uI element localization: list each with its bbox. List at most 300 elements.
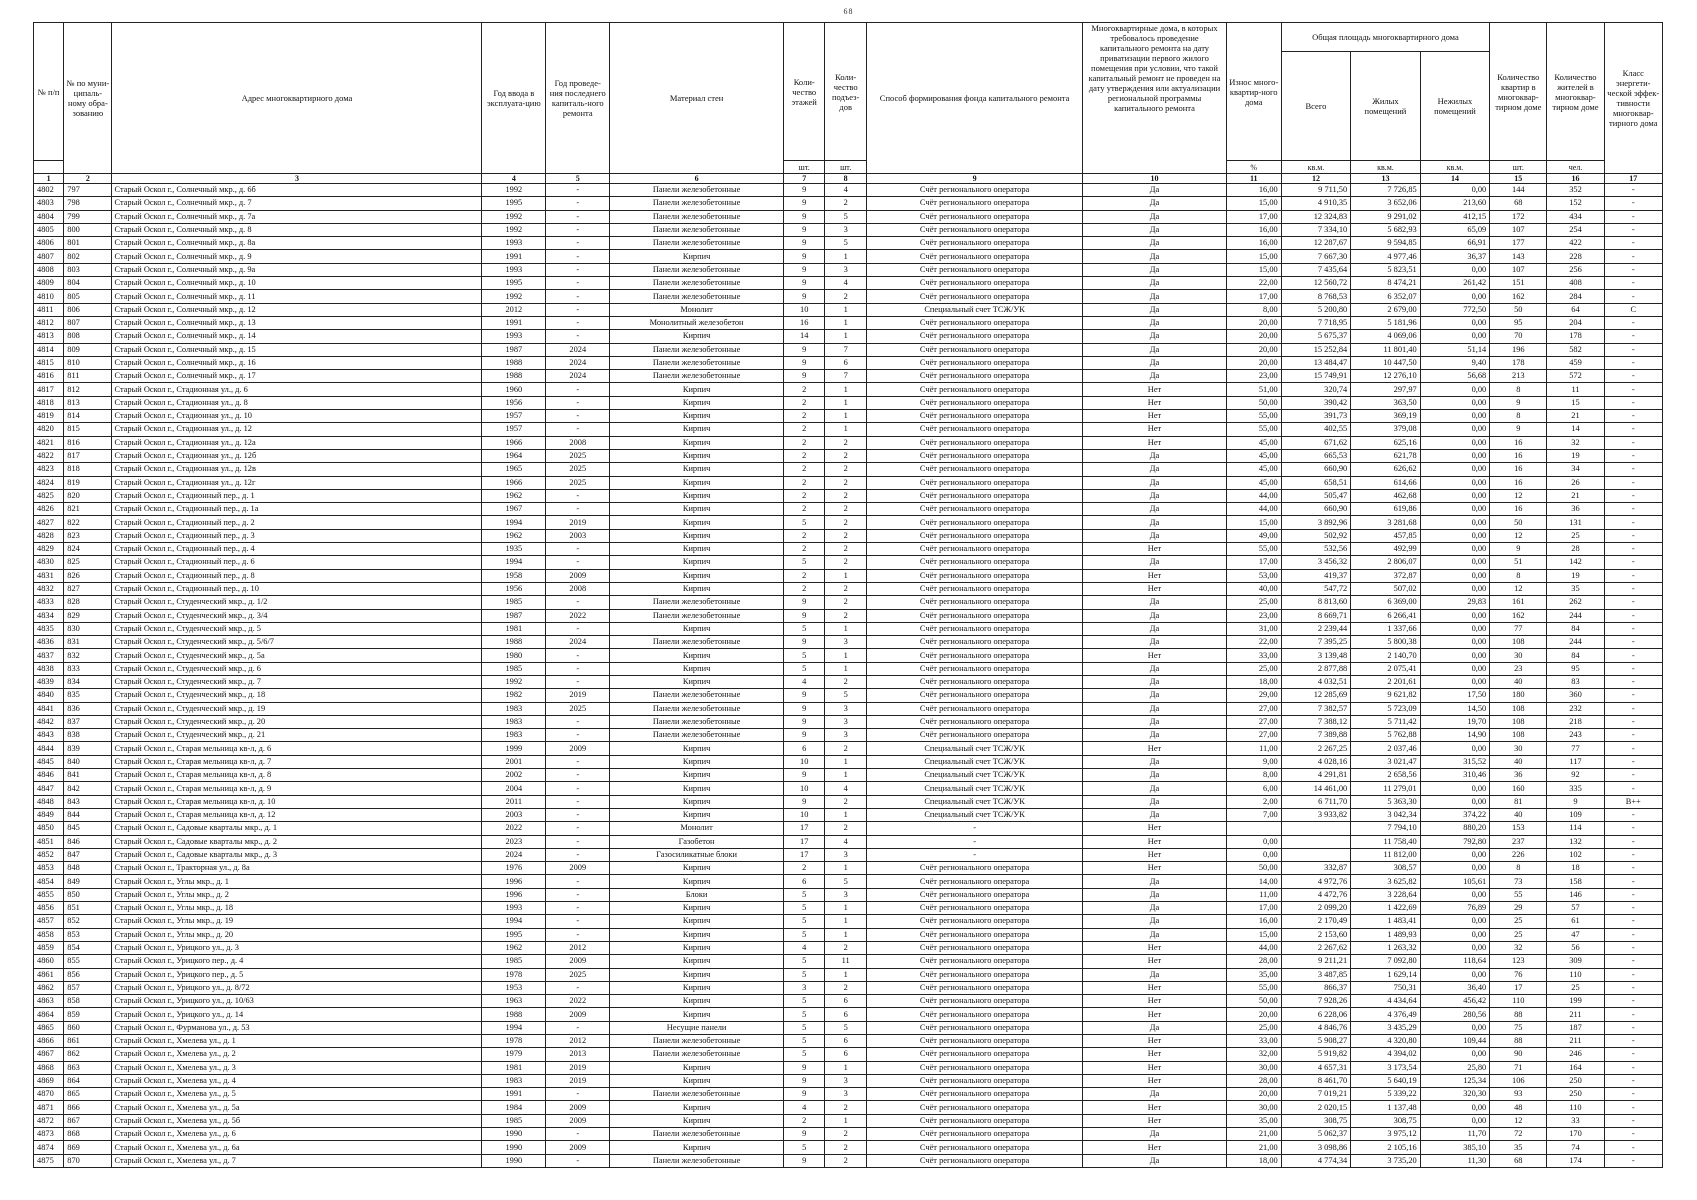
- municipal-number: 836: [64, 702, 112, 715]
- address-cell: Старый Оскол г., Солнечный мкр., д. 7а: [112, 210, 482, 223]
- column-number: 7: [783, 174, 824, 184]
- area-living-cell: 5 800,38: [1351, 636, 1421, 649]
- energy-class-cell: -: [1604, 915, 1662, 928]
- apartments-cell: 226: [1490, 848, 1547, 861]
- floors-cell: 2: [783, 463, 824, 476]
- year-built-cell: 1958: [482, 569, 546, 582]
- residents-cell: 232: [1547, 702, 1604, 715]
- area-total-cell: 4 291,81: [1281, 769, 1351, 782]
- wear-cell: 29,00: [1226, 689, 1281, 702]
- year-repair-cell: 2022: [546, 609, 610, 622]
- year-built-cell: 1963: [482, 995, 546, 1008]
- apartments-cell: 12: [1490, 1114, 1547, 1127]
- area-living-cell: 457,85: [1351, 529, 1421, 542]
- row-number: 4844: [34, 742, 64, 755]
- apartments-cell: 143: [1490, 250, 1547, 263]
- wear-cell: 16,00: [1226, 915, 1281, 928]
- fund-method-cell: Счёт регионального оператора: [866, 449, 1082, 462]
- energy-class-cell: -: [1604, 755, 1662, 768]
- address-cell: Старый Оскол г., Стадионный пер., д. 3: [112, 529, 482, 542]
- unit-area-nonliving: кв.м.: [1420, 161, 1490, 174]
- repair-required-cell: Да: [1083, 702, 1227, 715]
- wear-cell: 18,00: [1226, 675, 1281, 688]
- year-built-cell: 1953: [482, 981, 546, 994]
- area-total-cell: 4 472,76: [1281, 888, 1351, 901]
- table-row: [34, 888, 1663, 901]
- area-total-cell: 532,56: [1281, 543, 1351, 556]
- wall-material-cell: Панели железобетонные: [610, 729, 784, 742]
- year-built-cell: 1981: [482, 622, 546, 635]
- area-total-cell: 4 846,76: [1281, 1021, 1351, 1034]
- row-number: 4841: [34, 702, 64, 715]
- energy-class-cell: -: [1604, 729, 1662, 742]
- fund-method-cell: Счёт регионального оператора: [866, 436, 1082, 449]
- table-row: [34, 223, 1663, 236]
- address-cell: Старый Оскол г., Солнечный мкр., д. 14: [112, 330, 482, 343]
- area-nonliving-cell: 65,09: [1420, 223, 1490, 236]
- table-row: [34, 662, 1663, 675]
- repair-required-cell: Нет: [1083, 1008, 1227, 1021]
- wear-cell: 27,00: [1226, 729, 1281, 742]
- address-cell: Старый Оскол г., Тракторная ул., д. 8а: [112, 862, 482, 875]
- repair-required-cell: Да: [1083, 184, 1227, 197]
- row-number: 4834: [34, 609, 64, 622]
- municipal-number: 802: [64, 250, 112, 263]
- apartments-cell: 110: [1490, 995, 1547, 1008]
- area-living-cell: 5 682,93: [1351, 223, 1421, 236]
- address-cell: Старый Оскол г., Стадионная ул., д. 12г: [112, 476, 482, 489]
- energy-class-cell: -: [1604, 476, 1662, 489]
- address-cell: Старый Оскол г., Стадионная ул., д. 8: [112, 396, 482, 409]
- area-living-cell: 1 489,93: [1351, 928, 1421, 941]
- energy-class-cell: -: [1604, 888, 1662, 901]
- municipal-number: 799: [64, 210, 112, 223]
- fund-method-cell: Счёт регионального оператора: [866, 529, 1082, 542]
- row-number: 4815: [34, 356, 64, 369]
- year-repair-cell: -: [546, 1154, 610, 1167]
- year-repair-cell: -: [546, 675, 610, 688]
- wall-material-cell: Панели железобетонные: [610, 636, 784, 649]
- entrances-cell: 5: [825, 1021, 866, 1034]
- area-nonliving-cell: 0,00: [1420, 489, 1490, 502]
- table-row: [34, 875, 1663, 888]
- municipal-number: 833: [64, 662, 112, 675]
- municipal-number: 849: [64, 875, 112, 888]
- year-repair-cell: 2009: [546, 1101, 610, 1114]
- municipal-number: 843: [64, 795, 112, 808]
- year-repair-cell: 2008: [546, 582, 610, 595]
- repair-required-cell: Да: [1083, 556, 1227, 569]
- wall-material-cell: Кирпич: [610, 981, 784, 994]
- wear-cell: 50,00: [1226, 396, 1281, 409]
- address-cell: Старый Оскол г., Солнечный мкр., д. 6б: [112, 184, 482, 197]
- energy-class-cell: -: [1604, 489, 1662, 502]
- wear-cell: 35,00: [1226, 1114, 1281, 1127]
- row-number: 4806: [34, 237, 64, 250]
- floors-cell: 5: [783, 955, 824, 968]
- area-nonliving-cell: 456,42: [1420, 995, 1490, 1008]
- area-living-cell: 308,75: [1351, 1114, 1421, 1127]
- wear-cell: 50,00: [1226, 995, 1281, 1008]
- year-repair-cell: -: [546, 210, 610, 223]
- row-number: 4854: [34, 875, 64, 888]
- apartments-cell: 160: [1490, 782, 1547, 795]
- wall-material-cell: Кирпич: [610, 782, 784, 795]
- area-nonliving-cell: 772,50: [1420, 303, 1490, 316]
- table-row: [34, 622, 1663, 635]
- table-row: [34, 742, 1663, 755]
- municipal-number: 861: [64, 1035, 112, 1048]
- row-number: 4807: [34, 250, 64, 263]
- year-repair-cell: -: [546, 596, 610, 609]
- apartments-cell: 77: [1490, 622, 1547, 635]
- wear-cell: 23,00: [1226, 370, 1281, 383]
- apartments-cell: 40: [1490, 808, 1547, 821]
- area-nonliving-cell: 0,00: [1420, 609, 1490, 622]
- row-number: 4830: [34, 556, 64, 569]
- floors-cell: 17: [783, 822, 824, 835]
- entrances-cell: 2: [825, 476, 866, 489]
- table-body: [34, 184, 1663, 1168]
- address-cell: Старый Оскол г., Хмелева ул., д. 4: [112, 1074, 482, 1087]
- energy-class-cell: -: [1604, 649, 1662, 662]
- energy-class-cell: -: [1604, 848, 1662, 861]
- repair-required-cell: Нет: [1083, 1061, 1227, 1074]
- repair-required-cell: Да: [1083, 622, 1227, 635]
- residents-cell: 21: [1547, 410, 1604, 423]
- wall-material-cell: Кирпич: [610, 995, 784, 1008]
- energy-class-cell: -: [1604, 210, 1662, 223]
- table-row: [34, 715, 1663, 728]
- wall-material-cell: Панели железобетонные: [610, 1035, 784, 1048]
- entrances-cell: 2: [825, 742, 866, 755]
- entrances-cell: 1: [825, 569, 866, 582]
- year-repair-cell: -: [546, 1088, 610, 1101]
- area-nonliving-cell: 0,00: [1420, 476, 1490, 489]
- area-total-cell: 2 170,49: [1281, 915, 1351, 928]
- row-number: 4864: [34, 1008, 64, 1021]
- floors-cell: 9: [783, 769, 824, 782]
- address-cell: Старый Оскол г., Урицкого пер., д. 5: [112, 968, 482, 981]
- area-total-cell: 332,87: [1281, 862, 1351, 875]
- floors-cell: 2: [783, 383, 824, 396]
- wall-material-cell: Кирпич: [610, 662, 784, 675]
- header-num: № п/п: [34, 23, 64, 161]
- area-total-cell: 2 239,44: [1281, 622, 1351, 635]
- wall-material-cell: Панели железобетонные: [610, 223, 784, 236]
- table-row: [34, 941, 1663, 954]
- year-repair-cell: -: [546, 782, 610, 795]
- year-repair-cell: 2025: [546, 702, 610, 715]
- apartments-cell: 12: [1490, 529, 1547, 542]
- fund-method-cell: Счёт регионального оператора: [866, 1048, 1082, 1061]
- energy-class-cell: -: [1604, 1061, 1662, 1074]
- area-total-cell: 658,51: [1281, 476, 1351, 489]
- column-number-row: [34, 174, 1663, 184]
- year-repair-cell: -: [546, 396, 610, 409]
- wall-material-cell: Кирпич: [610, 769, 784, 782]
- energy-class-cell: -: [1604, 1021, 1662, 1034]
- area-living-cell: 1 337,66: [1351, 622, 1421, 635]
- entrances-cell: 1: [825, 316, 866, 329]
- floors-cell: 5: [783, 1021, 824, 1034]
- repair-required-cell: Да: [1083, 370, 1227, 383]
- energy-class-cell: -: [1604, 822, 1662, 835]
- floors-cell: 10: [783, 808, 824, 821]
- year-repair-cell: -: [546, 928, 610, 941]
- area-nonliving-cell: 0,00: [1420, 316, 1490, 329]
- address-cell: Старый Оскол г., Хмелева ул., д. 1: [112, 1035, 482, 1048]
- energy-class-cell: -: [1604, 702, 1662, 715]
- area-total-cell: 7 667,30: [1281, 250, 1351, 263]
- year-built-cell: 1984: [482, 1101, 546, 1114]
- entrances-cell: 3: [825, 636, 866, 649]
- apartments-cell: 9: [1490, 396, 1547, 409]
- entrances-cell: 1: [825, 902, 866, 915]
- row-number: 4843: [34, 729, 64, 742]
- energy-class-cell: -: [1604, 1088, 1662, 1101]
- municipal-number: 827: [64, 582, 112, 595]
- floors-cell: 9: [783, 210, 824, 223]
- residents-cell: 84: [1547, 622, 1604, 635]
- wear-cell: 25,00: [1226, 1021, 1281, 1034]
- wall-material-cell: Кирпич: [610, 423, 784, 436]
- fund-method-cell: Специальный счет ТСЖ/УК: [866, 808, 1082, 821]
- area-nonliving-cell: 36,40: [1420, 981, 1490, 994]
- fund-method-cell: Счёт регионального оператора: [866, 582, 1082, 595]
- repair-required-cell: Да: [1083, 250, 1227, 263]
- entrances-cell: 2: [825, 436, 866, 449]
- residents-cell: 117: [1547, 755, 1604, 768]
- table-row: [34, 263, 1663, 276]
- address-cell: Старый Оскол г., Стадионная ул., д. 10: [112, 410, 482, 423]
- column-number: 11: [1226, 174, 1281, 184]
- area-nonliving-cell: 11,30: [1420, 1154, 1490, 1167]
- repair-required-cell: Нет: [1083, 410, 1227, 423]
- area-nonliving-cell: 11,70: [1420, 1128, 1490, 1141]
- wall-material-cell: Кирпич: [610, 410, 784, 423]
- entrances-cell: 2: [825, 290, 866, 303]
- repair-required-cell: Нет: [1083, 955, 1227, 968]
- fund-method-cell: Счёт регионального оператора: [866, 543, 1082, 556]
- entrances-cell: 1: [825, 928, 866, 941]
- wall-material-cell: Кирпич: [610, 250, 784, 263]
- table-row: [34, 543, 1663, 556]
- area-living-cell: 2 806,07: [1351, 556, 1421, 569]
- fund-method-cell: Счёт регионального оператора: [866, 915, 1082, 928]
- area-total-cell: 14 461,00: [1281, 782, 1351, 795]
- repair-required-cell: Нет: [1083, 981, 1227, 994]
- entrances-cell: 1: [825, 410, 866, 423]
- fund-method-cell: Счёт регионального оператора: [866, 1021, 1082, 1034]
- area-nonliving-cell: 0,00: [1420, 1048, 1490, 1061]
- address-cell: Старый Оскол г., Студенческий мкр., д. 1/2: [112, 596, 482, 609]
- area-living-cell: 5 181,96: [1351, 316, 1421, 329]
- row-number: 4856: [34, 902, 64, 915]
- wear-cell: 21,00: [1226, 1141, 1281, 1154]
- area-total-cell: 2 877,88: [1281, 662, 1351, 675]
- address-cell: Старый Оскол г., Студенческий мкр., д. 20: [112, 715, 482, 728]
- area-nonliving-cell: 14,50: [1420, 702, 1490, 715]
- row-number: 4872: [34, 1114, 64, 1127]
- address-cell: Старый Оскол г., Урицкого ул., д. 14: [112, 1008, 482, 1021]
- energy-class-cell: -: [1604, 277, 1662, 290]
- area-total-cell: 3 487,85: [1281, 968, 1351, 981]
- row-number: 4809: [34, 277, 64, 290]
- entrances-cell: 2: [825, 489, 866, 502]
- municipal-number: 797: [64, 184, 112, 197]
- apartments-cell: 51: [1490, 556, 1547, 569]
- year-repair-cell: 2025: [546, 463, 610, 476]
- wall-material-cell: Панели железобетонные: [610, 184, 784, 197]
- residents-cell: 218: [1547, 715, 1604, 728]
- year-built-cell: 1987: [482, 609, 546, 622]
- area-total-cell: 7 382,57: [1281, 702, 1351, 715]
- year-repair-cell: 2009: [546, 862, 610, 875]
- area-living-cell: 9 594,85: [1351, 237, 1421, 250]
- repair-required-cell: Да: [1083, 755, 1227, 768]
- wear-cell: 17,00: [1226, 556, 1281, 569]
- municipal-number: 842: [64, 782, 112, 795]
- row-number: 4838: [34, 662, 64, 675]
- energy-class-cell: -: [1604, 1114, 1662, 1127]
- area-total-cell: 13 484,47: [1281, 356, 1351, 369]
- wall-material-cell: Кирпич: [610, 529, 784, 542]
- area-total-cell: 419,37: [1281, 569, 1351, 582]
- wear-cell: 16,00: [1226, 237, 1281, 250]
- year-built-cell: 1957: [482, 423, 546, 436]
- page-number: 68: [843, 7, 854, 16]
- header-entrances: Коли-чество подъез-дов: [825, 23, 866, 161]
- floors-cell: 9: [783, 250, 824, 263]
- table-row: [34, 316, 1663, 329]
- row-number: 4813: [34, 330, 64, 343]
- year-built-cell: 1994: [482, 915, 546, 928]
- area-total-cell: [1281, 822, 1351, 835]
- wear-cell: 15,00: [1226, 250, 1281, 263]
- residents-cell: 131: [1547, 516, 1604, 529]
- repair-required-cell: Да: [1083, 675, 1227, 688]
- energy-class-cell: -: [1604, 1101, 1662, 1114]
- header-wear: Износ много-квартир-ного дома: [1226, 23, 1281, 161]
- municipal-number: 848: [64, 862, 112, 875]
- repair-required-cell: Да: [1083, 915, 1227, 928]
- row-number: 4820: [34, 423, 64, 436]
- energy-class-cell: -: [1604, 742, 1662, 755]
- apartments-cell: 162: [1490, 609, 1547, 622]
- area-living-cell: 4 320,80: [1351, 1035, 1421, 1048]
- energy-class-cell: -: [1604, 662, 1662, 675]
- year-repair-cell: -: [546, 729, 610, 742]
- row-number: 4863: [34, 995, 64, 1008]
- repair-required-cell: Да: [1083, 290, 1227, 303]
- year-built-cell: 1992: [482, 675, 546, 688]
- area-nonliving-cell: 0,00: [1420, 569, 1490, 582]
- apartments-cell: 9: [1490, 423, 1547, 436]
- floors-cell: 2: [783, 489, 824, 502]
- floors-cell: 9: [783, 1154, 824, 1167]
- area-living-cell: 462,68: [1351, 489, 1421, 502]
- address-cell: Старый Оскол г., Студенческий мкр., д. 7: [112, 675, 482, 688]
- wall-material-cell: Панели железобетонные: [610, 609, 784, 622]
- wall-material-cell: Кирпич: [610, 1074, 784, 1087]
- energy-class-cell: -: [1604, 902, 1662, 915]
- municipal-number: 814: [64, 410, 112, 423]
- fund-method-cell: Счёт регионального оператора: [866, 410, 1082, 423]
- energy-class-cell: -: [1604, 290, 1662, 303]
- area-total-cell: 5 062,37: [1281, 1128, 1351, 1141]
- row-number: 4819: [34, 410, 64, 423]
- repair-required-cell: Нет: [1083, 396, 1227, 409]
- area-living-cell: 4 069,06: [1351, 330, 1421, 343]
- area-living-cell: 363,50: [1351, 396, 1421, 409]
- wear-cell: 7,00: [1226, 808, 1281, 821]
- address-cell: Старый Оскол г., Студенческий мкр., д. 21: [112, 729, 482, 742]
- area-living-cell: 6 369,00: [1351, 596, 1421, 609]
- wall-material-cell: Панели железобетонные: [610, 715, 784, 728]
- area-total-cell: 9 711,50: [1281, 184, 1351, 197]
- residents-cell: 83: [1547, 675, 1604, 688]
- table-row: [34, 729, 1663, 742]
- entrances-cell: 1: [825, 915, 866, 928]
- area-total-cell: 4 774,34: [1281, 1154, 1351, 1167]
- header-floors: Коли-чество этажей: [783, 23, 824, 161]
- year-built-cell: 1992: [482, 210, 546, 223]
- wall-material-cell: Кирпич: [610, 742, 784, 755]
- apartments-cell: 172: [1490, 210, 1547, 223]
- repair-required-cell: Да: [1083, 662, 1227, 675]
- year-built-cell: 2011: [482, 795, 546, 808]
- area-living-cell: 11 801,40: [1351, 343, 1421, 356]
- floors-cell: 2: [783, 569, 824, 582]
- address-cell: Старый Оскол г., Студенческий мкр., д. 18: [112, 689, 482, 702]
- table-row: [34, 795, 1663, 808]
- area-total-cell: 15 252,84: [1281, 343, 1351, 356]
- residents-cell: 158: [1547, 875, 1604, 888]
- address-cell: Старый Оскол г., Садовые кварталы мкр., д. 2: [112, 835, 482, 848]
- table-row: [34, 356, 1663, 369]
- header-year-built: Год ввода в эксплуата-цию: [482, 23, 546, 174]
- municipal-number: 844: [64, 808, 112, 821]
- unit-floors: шт.: [783, 161, 824, 174]
- row-number: 4875: [34, 1154, 64, 1167]
- table-row: [34, 303, 1663, 316]
- row-number: 4851: [34, 835, 64, 848]
- area-nonliving-cell: 29,83: [1420, 596, 1490, 609]
- area-living-cell: 625,16: [1351, 436, 1421, 449]
- residents-cell: 77: [1547, 742, 1604, 755]
- floors-cell: 16: [783, 316, 824, 329]
- municipal-number: 809: [64, 343, 112, 356]
- energy-class-cell: -: [1604, 835, 1662, 848]
- fund-method-cell: Счёт регионального оператора: [866, 1008, 1082, 1021]
- entrances-cell: 3: [825, 1088, 866, 1101]
- wall-material-cell: Кирпич: [610, 582, 784, 595]
- repair-required-cell: Да: [1083, 463, 1227, 476]
- fund-method-cell: Счёт регионального оператора: [866, 862, 1082, 875]
- wear-cell: 15,00: [1226, 516, 1281, 529]
- table-row: [34, 649, 1663, 662]
- entrances-cell: 1: [825, 662, 866, 675]
- area-living-cell: 297,97: [1351, 383, 1421, 396]
- area-living-cell: 308,57: [1351, 862, 1421, 875]
- address-cell: Старый Оскол г., Солнечный мкр., д. 9а: [112, 263, 482, 276]
- municipal-number: 808: [64, 330, 112, 343]
- row-number: 4874: [34, 1141, 64, 1154]
- apartments-cell: 16: [1490, 476, 1547, 489]
- residents-cell: 204: [1547, 316, 1604, 329]
- municipal-number: 837: [64, 715, 112, 728]
